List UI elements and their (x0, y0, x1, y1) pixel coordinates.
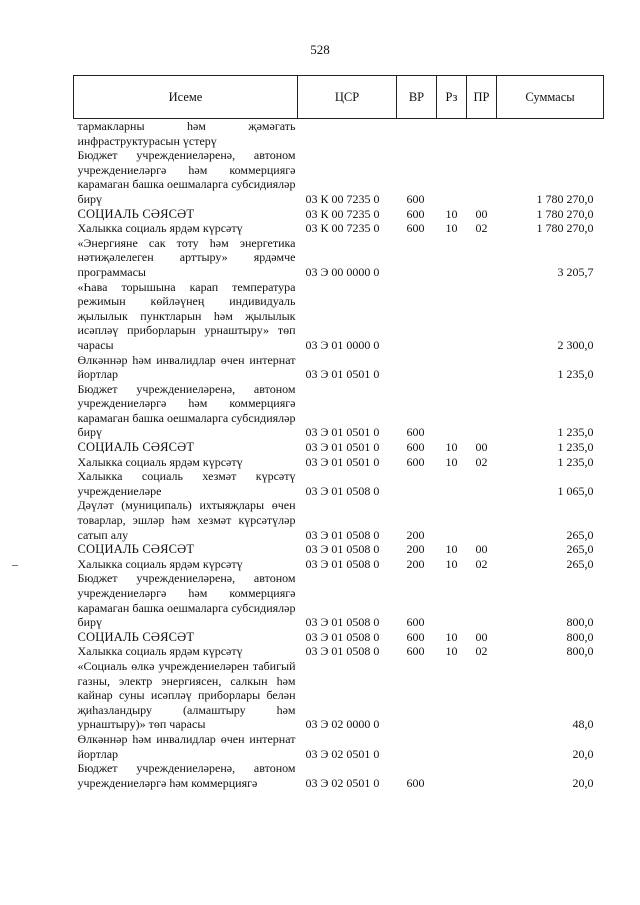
row-rz-code (437, 119, 467, 149)
row-vr-code: 200 (406, 542, 425, 557)
row-name: Халыкка социаль ярдәм күрсәтү (77, 454, 243, 469)
header-vr: ВР (397, 76, 437, 119)
row-csr-code: 03 Э 00 0000 0 (305, 264, 380, 279)
row-rz-code: 10 (445, 454, 458, 469)
row-rz-code (437, 498, 467, 542)
row-pr-code (467, 732, 497, 761)
row-csr-code: 03 Э 01 0508 0 (305, 629, 380, 644)
row-vr-code: 600 (406, 191, 425, 206)
row-csr-code: 03 Э 02 0501 0 (305, 746, 380, 761)
row-pr-code (467, 119, 497, 149)
page-number: 528 (310, 42, 330, 57)
row-vr-code (397, 732, 437, 761)
row-rz-code (437, 148, 467, 206)
row-amount: 1 780 270,0 (536, 191, 594, 206)
row-pr-code (467, 236, 497, 280)
row-pr-code (467, 469, 497, 498)
table-row (74, 236, 604, 280)
row-rz-code (437, 382, 467, 440)
table-row (74, 280, 604, 353)
row-rz-code (437, 571, 467, 629)
row-pr-code: 00 (475, 629, 488, 644)
row-name: Бюджет учреждениеләренә, автоном учреждениеләргә һәм коммерциягә карамаган башка оешмаларга субсидияләр бирү (77, 571, 296, 630)
row-name: СОЦИАЛЬ СӘЯСӘТ (77, 206, 195, 221)
row-name: Дәүләт (муниципаль) ихтыяҗлары өчен товарлар, эшләр һәм хезмәт күрсәтүләр сатып алу (77, 498, 296, 542)
row-pr-code (467, 571, 497, 629)
table-row (74, 469, 604, 498)
row-rz-code (437, 659, 467, 732)
row-amount: 48,0 (572, 717, 594, 732)
row-name: «Һава торышына карап температура режимын көйләүнең индивидуаль җылылык пунктларын һәм җылылык исәпләү приборларын урнаштыру» төп чарасы (77, 279, 296, 352)
row-csr-code: 03 Э 02 0000 0 (305, 717, 380, 732)
row-vr-code: 600 (406, 615, 425, 630)
row-amount: 20,0 (572, 746, 594, 761)
table-row (74, 119, 604, 149)
row-amount: 1 065,0 (557, 483, 594, 498)
row-csr-code: 03 Э 01 0000 0 (305, 337, 380, 352)
row-amount (497, 119, 604, 149)
table-row (74, 382, 604, 440)
row-vr-code (397, 280, 437, 353)
header-name: Исеме (74, 76, 298, 119)
table-row (74, 353, 604, 382)
row-vr-code: 600 (406, 644, 425, 659)
header-rz: Рз (437, 76, 467, 119)
row-pr-code: 02 (475, 556, 488, 571)
row-pr-code (467, 148, 497, 206)
row-vr-code (397, 236, 437, 280)
row-rz-code (437, 280, 467, 353)
row-rz-code: 10 (445, 221, 458, 236)
table-row (74, 659, 604, 732)
row-rz-code: 10 (445, 542, 458, 557)
table-row (74, 455, 604, 470)
row-csr-code (298, 119, 397, 149)
row-csr-code: 03 Э 01 0501 0 (305, 367, 380, 382)
row-amount: 265,0 (566, 542, 594, 557)
row-rz-code: 10 (445, 206, 458, 221)
row-amount: 1 235,0 (557, 425, 594, 440)
row-name: Өлкәннәр һәм инвалидлар өчен интернат йортлар (77, 731, 296, 761)
row-amount: 800,0 (566, 629, 594, 644)
row-vr-code (397, 469, 437, 498)
row-amount: 1 235,0 (557, 454, 594, 469)
row-csr-code: 03 Э 01 0508 0 (305, 615, 380, 630)
header-sum: Суммасы (497, 76, 604, 119)
row-name: «Социаль өлкә учреждениеләрен табигый газны, электр энергиясен, салкын һәм кайнар суны исәпләү приборлары белән җиһазландыру (алмаштыру һәм урнаштыру)» төп чарасы (77, 658, 296, 732)
row-csr-code: 03 Э 01 0508 0 (305, 542, 380, 557)
row-name: Халыкка социаль ярдәм күрсәтү (77, 644, 243, 659)
row-name: «Энергияне сак тоту һәм энергетика нәтиҗәлелеген арттыру» ярдәмче программасы (77, 235, 296, 279)
row-pr-code: 00 (475, 206, 488, 221)
row-name: Бюджет учреждениеләренә, автоном учреждениеләргә һәм коммерциягә карамаган башка оешмаларга субсидияләр бирү (77, 381, 296, 440)
row-csr-code: 03 Э 01 0501 0 (305, 454, 380, 469)
row-amount: 1 235,0 (557, 367, 594, 382)
table-row (74, 732, 604, 761)
row-name: тармакларны һәм җәмәгать инфраструктурасын үстерү (77, 119, 296, 148)
row-name: Бюджет учреждениеләренә, автоном учреждениеләргә һәм коммерциягә (77, 761, 296, 790)
row-amount: 265,0 (566, 556, 594, 571)
row-vr-code: 200 (406, 556, 425, 571)
table-row (74, 221, 604, 236)
row-amount: 1 780 270,0 (536, 221, 594, 236)
row-csr-code: 03 К 00 7235 0 (305, 206, 380, 221)
table-row (74, 630, 604, 645)
table-header-row (74, 76, 604, 119)
row-csr-code: 03 Э 01 0508 0 (305, 527, 380, 542)
row-amount: 1 235,0 (557, 440, 594, 455)
table-row (74, 498, 604, 542)
row-csr-code: 03 К 00 7235 0 (305, 221, 380, 236)
row-name: СОЦИАЛЬ СӘЯСӘТ (77, 542, 195, 557)
row-pr-code: 02 (475, 454, 488, 469)
row-rz-code: 10 (445, 644, 458, 659)
table-row (74, 557, 604, 572)
row-amount: 800,0 (566, 615, 594, 630)
row-rz-code: 10 (445, 440, 458, 455)
row-pr-code: 02 (475, 221, 488, 236)
row-rz-code: 10 (445, 629, 458, 644)
row-name: Халыкка социаль хезмәт күрсәтү учреждениеләре (77, 469, 296, 498)
row-name: СОЦИАЛЬ СӘЯСӘТ (77, 629, 195, 644)
row-vr-code (397, 353, 437, 382)
row-rz-code (437, 761, 467, 790)
row-vr-code: 600 (406, 206, 425, 221)
row-amount: 3 205,7 (557, 264, 594, 279)
row-vr-code: 600 (406, 221, 425, 236)
row-vr-code: 200 (406, 527, 425, 542)
row-csr-code: 03 Э 01 0508 0 (305, 644, 380, 659)
row-pr-code (467, 382, 497, 440)
row-vr-code: 600 (406, 775, 425, 790)
table-row (74, 571, 604, 629)
table-body (74, 119, 604, 791)
table-row (74, 440, 604, 455)
row-pr-code (467, 761, 497, 790)
row-name: Өлкәннәр һәм инвалидлар өчен интернат йортлар (77, 352, 296, 382)
row-vr-code: 600 (406, 440, 425, 455)
table-row (74, 761, 604, 790)
row-pr-code: 02 (475, 644, 488, 659)
row-pr-code (467, 353, 497, 382)
row-name: Бюджет учреждениеләренә, автоном учреждениеләргә һәм коммерциягә карамаган башка оешмаларга субсидияләр бирү (77, 148, 296, 206)
row-amount: 800,0 (566, 644, 594, 659)
row-amount: 265,0 (566, 527, 594, 542)
row-vr-code (397, 119, 437, 149)
row-vr-code: 600 (406, 629, 425, 644)
row-pr-code (467, 498, 497, 542)
table-row (74, 207, 604, 222)
margin-mark (12, 565, 18, 566)
table-row (74, 644, 604, 659)
table-row (74, 542, 604, 557)
row-vr-code (397, 659, 437, 732)
row-rz-code (437, 732, 467, 761)
row-pr-code: 00 (475, 542, 488, 557)
row-csr-code: 03 Э 01 0501 0 (305, 440, 380, 455)
row-pr-code: 00 (475, 440, 488, 455)
row-csr-code: 03 Э 01 0508 0 (305, 556, 380, 571)
table-row (74, 148, 604, 206)
row-rz-code (437, 353, 467, 382)
header-csr: ЦСР (298, 76, 397, 119)
row-csr-code: 03 Э 02 0501 0 (305, 775, 380, 790)
row-csr-code: 03 К 00 7235 0 (305, 191, 380, 206)
row-csr-code: 03 Э 01 0501 0 (305, 425, 380, 440)
row-name: Халыкка социаль ярдәм күрсәтү (77, 556, 243, 571)
row-pr-code (467, 659, 497, 732)
budget-table (73, 75, 604, 790)
row-amount: 2 300,0 (557, 337, 594, 352)
row-vr-code: 600 (406, 454, 425, 469)
row-csr-code: 03 Э 01 0508 0 (305, 483, 380, 498)
row-amount: 1 780 270,0 (536, 206, 594, 221)
row-rz-code: 10 (445, 556, 458, 571)
row-name: Халыкка социаль ярдәм күрсәтү (77, 221, 243, 236)
header-pr: ПР (467, 76, 497, 119)
row-rz-code (437, 236, 467, 280)
row-pr-code (467, 280, 497, 353)
row-name: СОЦИАЛЬ СӘЯСӘТ (77, 440, 195, 455)
row-vr-code: 600 (406, 425, 425, 440)
row-rz-code (437, 469, 467, 498)
row-amount: 20,0 (572, 775, 594, 790)
